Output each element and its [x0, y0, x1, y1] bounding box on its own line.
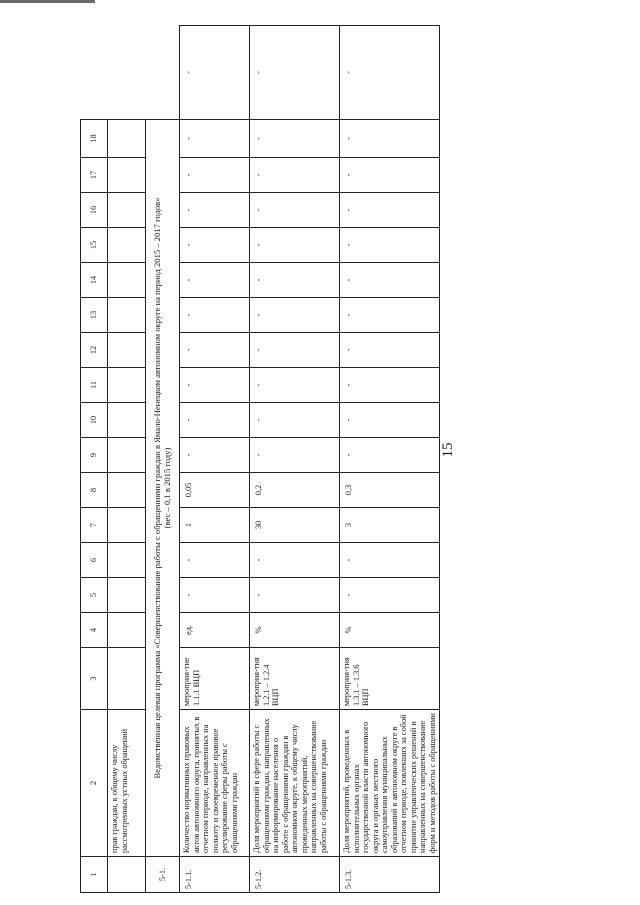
column-number: 4 — [81, 613, 108, 648]
row-description: Доля мероприятий в сфере работы с обращениями граждан, направленных на информирование населения о работе с обращениями граждан в автономном округе, к общему числу проведенных мероприятий, направленных на совершенствование работы с обращениями граждан — [250, 710, 340, 857]
column-number: 3 — [81, 648, 108, 710]
empty-cell — [108, 613, 146, 648]
program-number: 5-1. — [146, 857, 180, 893]
value-cell: 1 — [180, 508, 250, 543]
value-cell: - — [180, 543, 250, 578]
value-cell: - — [250, 403, 340, 438]
value-cell: - — [340, 543, 440, 578]
column-number: 6 — [81, 543, 108, 578]
empty-cell — [108, 193, 146, 228]
value-cell: 0,3 — [340, 473, 440, 508]
value-cell: - — [180, 578, 250, 613]
value-cell: - — [250, 193, 340, 228]
column-number: 15 — [81, 228, 108, 263]
empty-cell — [108, 333, 146, 368]
empty-cell — [108, 228, 146, 263]
page-number: 15 — [439, 442, 456, 458]
row-number: 5-1.1. — [180, 857, 250, 893]
continuation-num-cell — [108, 857, 146, 893]
value-cell: 0,05 — [180, 473, 250, 508]
empty-cell — [108, 473, 146, 508]
row-number: 5-1.2. — [250, 857, 340, 893]
column-number: 16 — [81, 193, 108, 228]
continuation-row — [108, 26, 146, 893]
column-number: 1 — [81, 857, 108, 893]
value-cell: - — [180, 228, 250, 263]
value-cell: - — [250, 333, 340, 368]
value-cell: - — [180, 263, 250, 298]
row-number: 5-1.3. — [340, 857, 440, 893]
column-number: 18 — [81, 120, 108, 158]
value-cell: - — [180, 333, 250, 368]
program-title — [146, 120, 180, 857]
value-cell: - — [250, 543, 340, 578]
value-cell: - — [340, 298, 440, 333]
value-cell: - — [250, 263, 340, 298]
table-row — [250, 26, 340, 893]
indicators-table — [80, 25, 440, 893]
value-cell: - — [340, 438, 440, 473]
value-cell: - — [340, 403, 440, 438]
value-cell: - — [180, 298, 250, 333]
column-number-row — [81, 26, 108, 893]
row-unit: % — [340, 613, 440, 648]
column-number: 11 — [81, 368, 108, 403]
value-cell: - — [340, 263, 440, 298]
empty-cell — [108, 543, 146, 578]
value-cell: - — [340, 120, 440, 158]
rotated-table-container — [80, 25, 435, 893]
value-cell: - — [180, 158, 250, 193]
value-cell: - — [250, 158, 340, 193]
program-title-text: Ведомственная целевая программа «Совершенствование работы с обращениями граждан в Ямало-Ненецком автономном округе на период 2015 – 2017 годов» — [151, 197, 162, 779]
row-unit: ед. — [180, 613, 250, 648]
value-cell: - — [340, 368, 440, 403]
empty-cell — [108, 578, 146, 613]
value-cell: - — [250, 368, 340, 403]
row-source: мероприя-тия 1.3.1 – 1.3.6 ВЦП — [340, 648, 440, 710]
continuation-description: прав граждан, к общему числу рассмотренных устных обращений — [108, 710, 146, 857]
empty-cell — [108, 120, 146, 158]
value-cell: - — [250, 228, 340, 263]
row-description: Доля мероприятий, проведенных в исполнительных органах государственной власти автономного округа и органах местного самоуправления муниципальных образований в автономном округе в отчетном периоде, повлекших за собой принятие управленческих решений и направленных на совершенствование форм и методов работы с обращениями — [340, 710, 440, 857]
empty-cell — [108, 403, 146, 438]
table-row — [340, 26, 440, 893]
row-source: мероприя-тия 1.2.1 – 1.2.4 ВЦП — [250, 648, 340, 710]
column-number: 8 — [81, 473, 108, 508]
program-row — [146, 26, 180, 893]
value-cell: - — [250, 438, 340, 473]
column-number: 5 — [81, 578, 108, 613]
row-unit: % — [250, 613, 340, 648]
value-cell: - — [250, 298, 340, 333]
value-cell: - — [340, 228, 440, 263]
value-cell: - — [340, 578, 440, 613]
column-number: 13 — [81, 298, 108, 333]
column-number: 9 — [81, 438, 108, 473]
empty-cell — [108, 368, 146, 403]
scan-mark — [0, 0, 95, 3]
empty-cell — [108, 298, 146, 333]
column-number: 12 — [81, 333, 108, 368]
value-cell: 30 — [250, 508, 340, 543]
value-cell: - — [340, 26, 440, 120]
value-cell: - — [180, 368, 250, 403]
value-cell: - — [250, 26, 340, 120]
column-number: 14 — [81, 263, 108, 298]
column-number: 10 — [81, 403, 108, 438]
empty-cell — [108, 508, 146, 543]
program-subtitle-text: (вес – 0,1 в 2015 году) — [161, 447, 172, 529]
column-number: 17 — [81, 158, 108, 193]
value-cell: - — [340, 158, 440, 193]
empty-cell — [108, 158, 146, 193]
empty-cell — [108, 263, 146, 298]
value-cell: - — [250, 120, 340, 158]
value-cell: - — [340, 333, 440, 368]
table-row — [180, 26, 250, 893]
empty-cell — [108, 438, 146, 473]
value-cell: - — [180, 438, 250, 473]
column-number: 2 — [81, 710, 108, 857]
value-cell: - — [180, 193, 250, 228]
value-cell: 3 — [340, 508, 440, 543]
row-source: мероприя-тие 1.1.1 ВЦП — [180, 648, 250, 710]
value-cell: 0,2 — [250, 473, 340, 508]
value-cell: - — [250, 578, 340, 613]
value-cell: - — [180, 26, 250, 120]
value-cell: - — [180, 403, 250, 438]
row-description: Количество нормативных правовых актов автономного округа, принятых в отчетном периоде, направленных на полноту и своевременное правовое регулирование сферы работы с обращениями граждан — [180, 710, 250, 857]
value-cell: - — [180, 120, 250, 158]
value-cell: - — [340, 193, 440, 228]
column-number: 7 — [81, 508, 108, 543]
empty-cell — [108, 648, 146, 710]
